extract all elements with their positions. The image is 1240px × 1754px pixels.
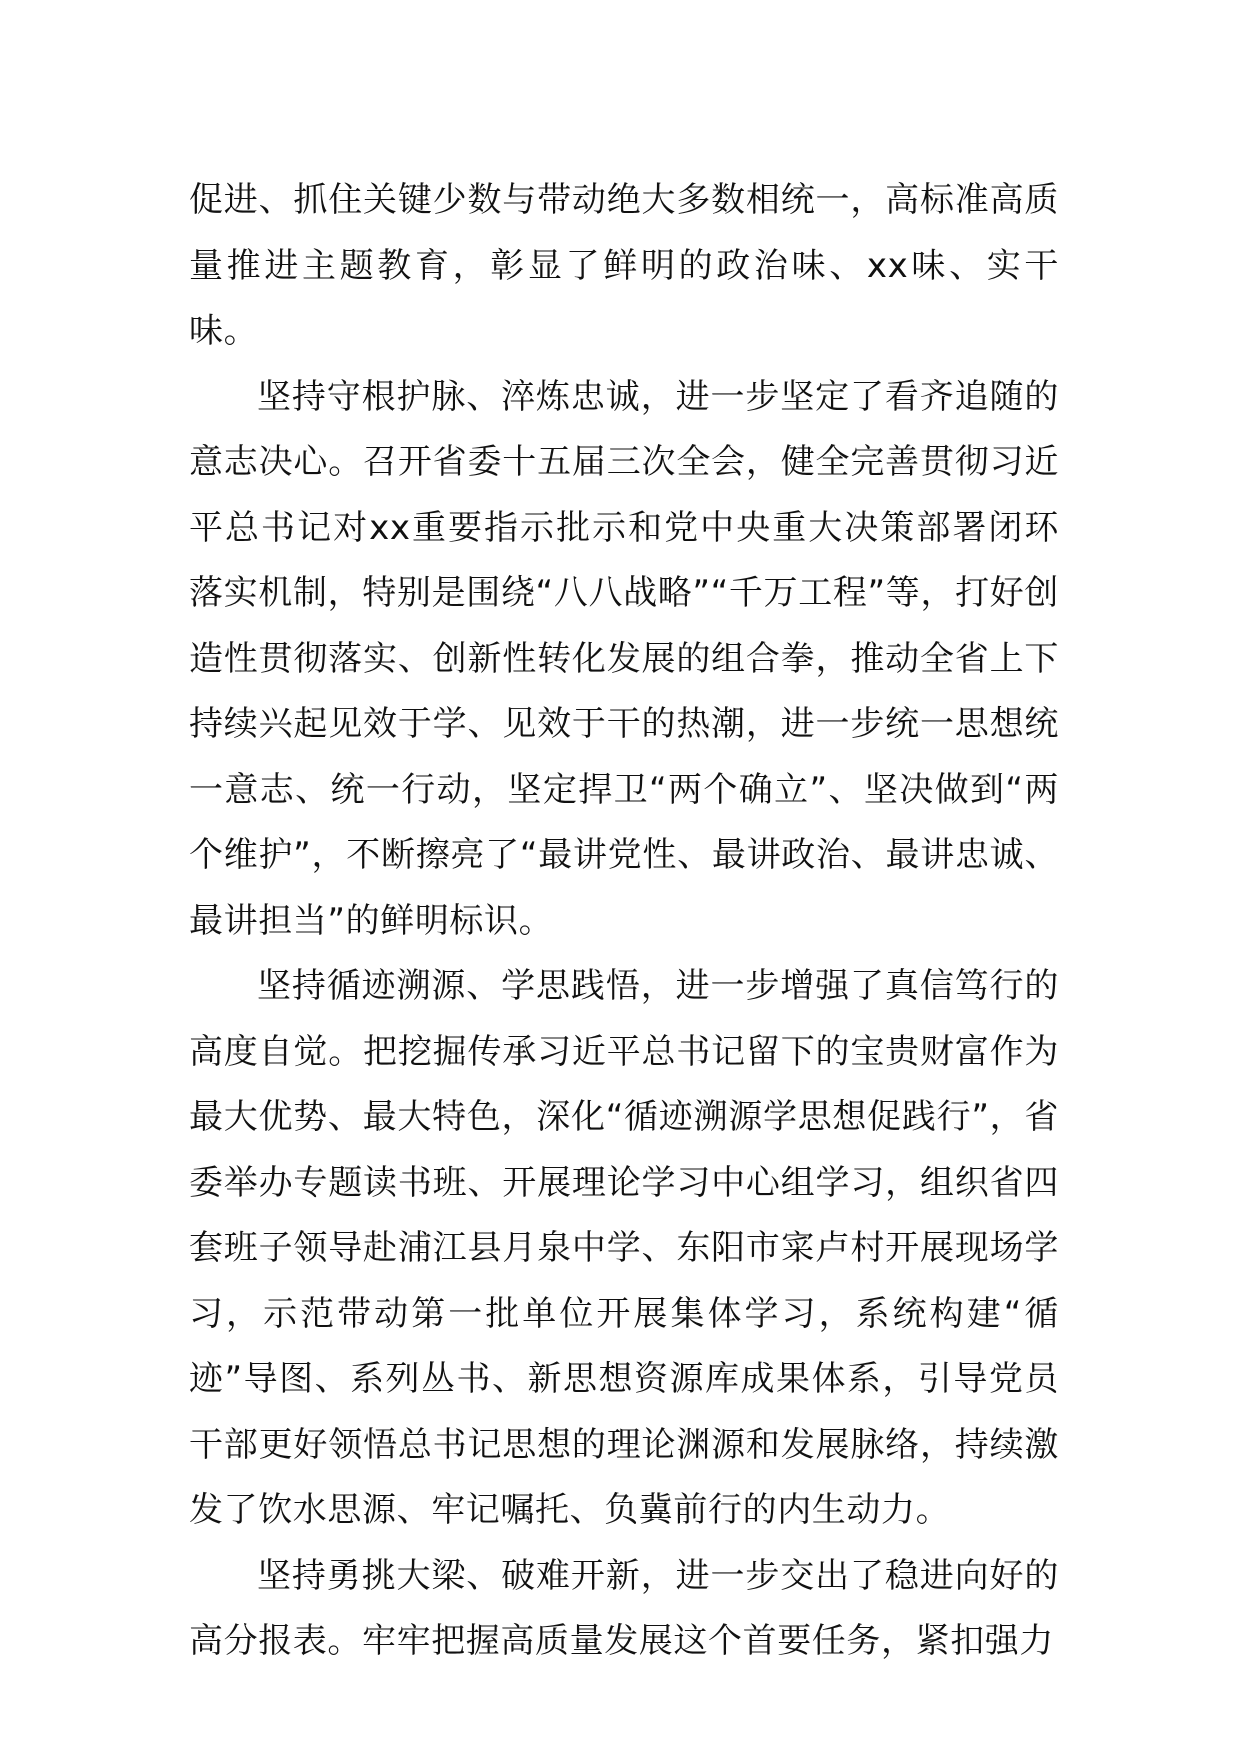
paragraph-2: 坚持守根护脉、淬炼忠诚，进一步坚定了看齐追随的意志决心。召开省委十五届三次全会，健全完善贯彻习近平总书记对xx重要指示批示和党中央重大决策部署闭环落实机制，特别是围绕“八八战略”“千万工程”等，打好创造性贯彻落实、创新性转化发展的组合拳，推动全省上下持续兴起见效于学、见效于干的热潮，进一步统一思想统一意志、统一行动，坚定捍卫“两个确立”、坚决做到“两个维护”，不断擦亮了“最讲党性、最讲政治、最讲忠诚、最讲担当”的鲜明标识。	[189, 376, 1059, 941]
paragraph-3: 坚持循迹溯源、学思践悟，进一步增强了真信笃行的高度自觉。把挖掘传承习近平总书记留下的宝贵财富作为最大优势、最大特色，深化“循迹溯源学思想促践行”，省委举办专题读书班、开展理论学习中心组学习，组织省四套班子领导赴浦江县月泉中学、东阳市寀卢村开展现场学习，示范带动第一批单位开展集体学习，系统构建“循迹”导图、系列丛书、新思想资源库成果体系，引导党员干部更好领悟总书记思想的理论渊源和发展脉络，持续激发了饮水思源、牢记嘱托、负冀前行的内生动力。	[189, 966, 1059, 1530]
paragraph-1: 促进、抓住关键少数与带动绝大多数相统一，高标准高质量推进主题教育，彰显了鲜明的政治味、xx味、实干味。	[189, 180, 1059, 351]
paragraph-4: 坚持勇挑大梁、破难开新，进一步交出了稳进向好的高分报表。牢牢把握高质量发展这个首要任务，紧扣强力	[189, 1555, 1059, 1661]
document-body	[189, 168, 1059, 1675]
